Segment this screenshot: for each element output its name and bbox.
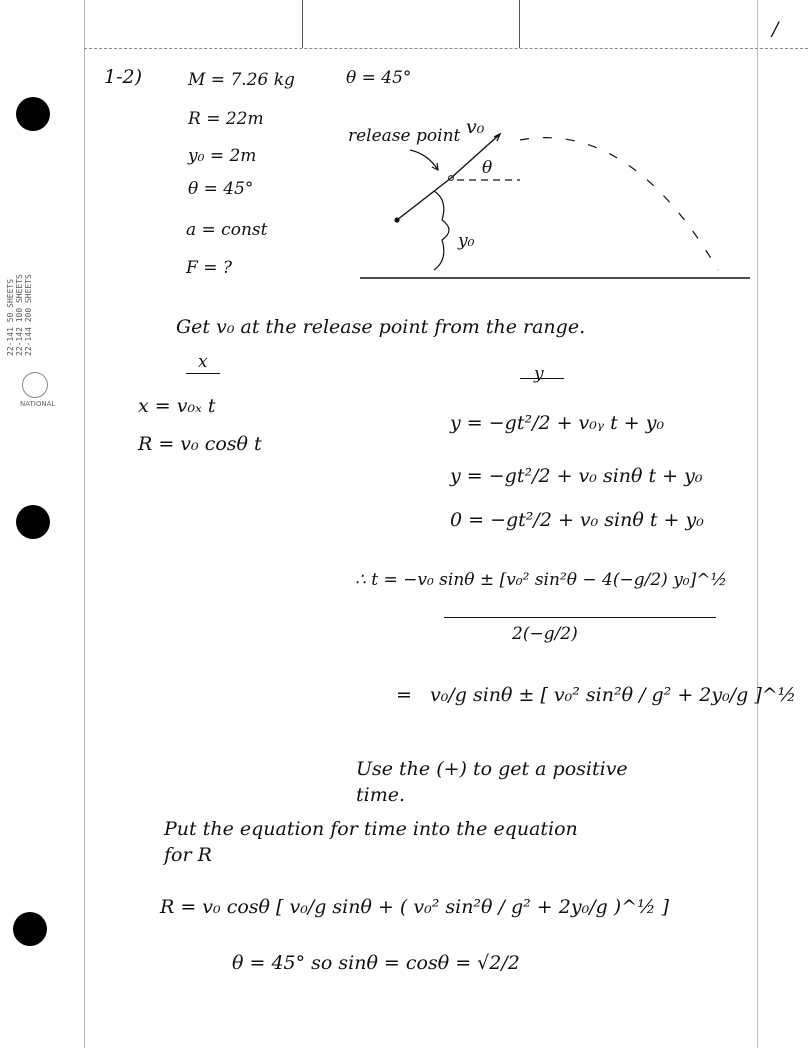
given-range: R = 22m xyxy=(188,109,264,129)
quadratic-fraction-bar xyxy=(444,617,716,618)
y-equation-1: y = −gt²/2 + v₀ᵧ t + y₀ xyxy=(450,412,665,434)
given-mass: M = 7.26 kg xyxy=(188,70,295,90)
given-theta: θ = 45° xyxy=(188,179,254,199)
quadratic-denominator: 2(−g/2) xyxy=(512,624,578,644)
pad-label-line2: 22-142 100 SHEETS xyxy=(15,274,24,356)
binder-hole-top xyxy=(16,97,50,131)
instruction-line-1: Put the equation for time into the equation xyxy=(164,818,578,840)
note-line-1: Use the (+) to get a positive xyxy=(356,758,628,780)
y0-diagram-label: y₀ xyxy=(458,231,475,251)
left-margin-line xyxy=(84,0,85,1048)
header-divider-2 xyxy=(519,0,520,48)
x-header-underline xyxy=(186,373,220,374)
release-label-arrow xyxy=(410,150,438,170)
release-point-label: release point xyxy=(348,126,461,146)
y-column-header: y xyxy=(534,364,544,384)
given-acceleration: a = const xyxy=(186,220,268,240)
pad-label-line1: 22-141 50 SHEETS xyxy=(6,278,15,356)
final-line: θ = 45° so sinθ = cosθ = √2/2 xyxy=(232,952,520,974)
projectile-trajectory xyxy=(520,138,718,270)
x-equation-2: R = v₀ cosθ t xyxy=(138,433,262,455)
header-divider-1 xyxy=(302,0,303,48)
problem-label: 1-2) xyxy=(104,66,143,88)
y0-brace xyxy=(434,191,449,270)
page-number: / xyxy=(772,18,779,40)
given-y0: y₀ = 2m xyxy=(188,146,257,166)
v0-label: v₀ xyxy=(466,116,485,138)
theta-label: θ xyxy=(482,158,493,178)
header-rule xyxy=(84,48,808,49)
x-column-header: x xyxy=(198,352,208,372)
intro-text: Get v₀ at the release point from the range. xyxy=(176,316,586,338)
given-theta-top: θ = 45° xyxy=(346,68,412,88)
solution-expression: v₀/g sinθ ± [ v₀² sin²θ / g² + 2y₀/g ]^½ xyxy=(430,684,797,706)
pad-brand-logo xyxy=(22,372,48,398)
note-line-2: time. xyxy=(356,784,406,806)
binder-hole-middle xyxy=(16,505,50,539)
given-force: F = ? xyxy=(186,258,232,278)
pad-label-line3: 22-144 200 SHEETS xyxy=(24,274,33,356)
solution-equals: = xyxy=(396,684,412,706)
pad-brand: NATIONAL xyxy=(20,400,56,408)
x-equation-1: x = v₀ₓ t xyxy=(138,395,216,417)
range-equation: R = v₀ cosθ [ v₀/g sinθ + ( v₀² sin²θ / g² + 2y₀/g )^½ ] xyxy=(160,896,669,918)
y-equation-2: y = −gt²/2 + v₀ sinθ t + y₀ xyxy=(450,465,703,487)
y-equation-3: 0 = −gt²/2 + v₀ sinθ t + y₀ xyxy=(450,509,704,531)
pad-label xyxy=(6,274,33,356)
binder-hole-bottom xyxy=(13,912,47,946)
instruction-line-2: for R xyxy=(164,844,212,866)
y-header-underline xyxy=(520,378,564,379)
quadratic-numerator: ∴ t = −v₀ sinθ ± [v₀² sin²θ − 4(−g/2) y₀]^½ xyxy=(355,570,727,590)
